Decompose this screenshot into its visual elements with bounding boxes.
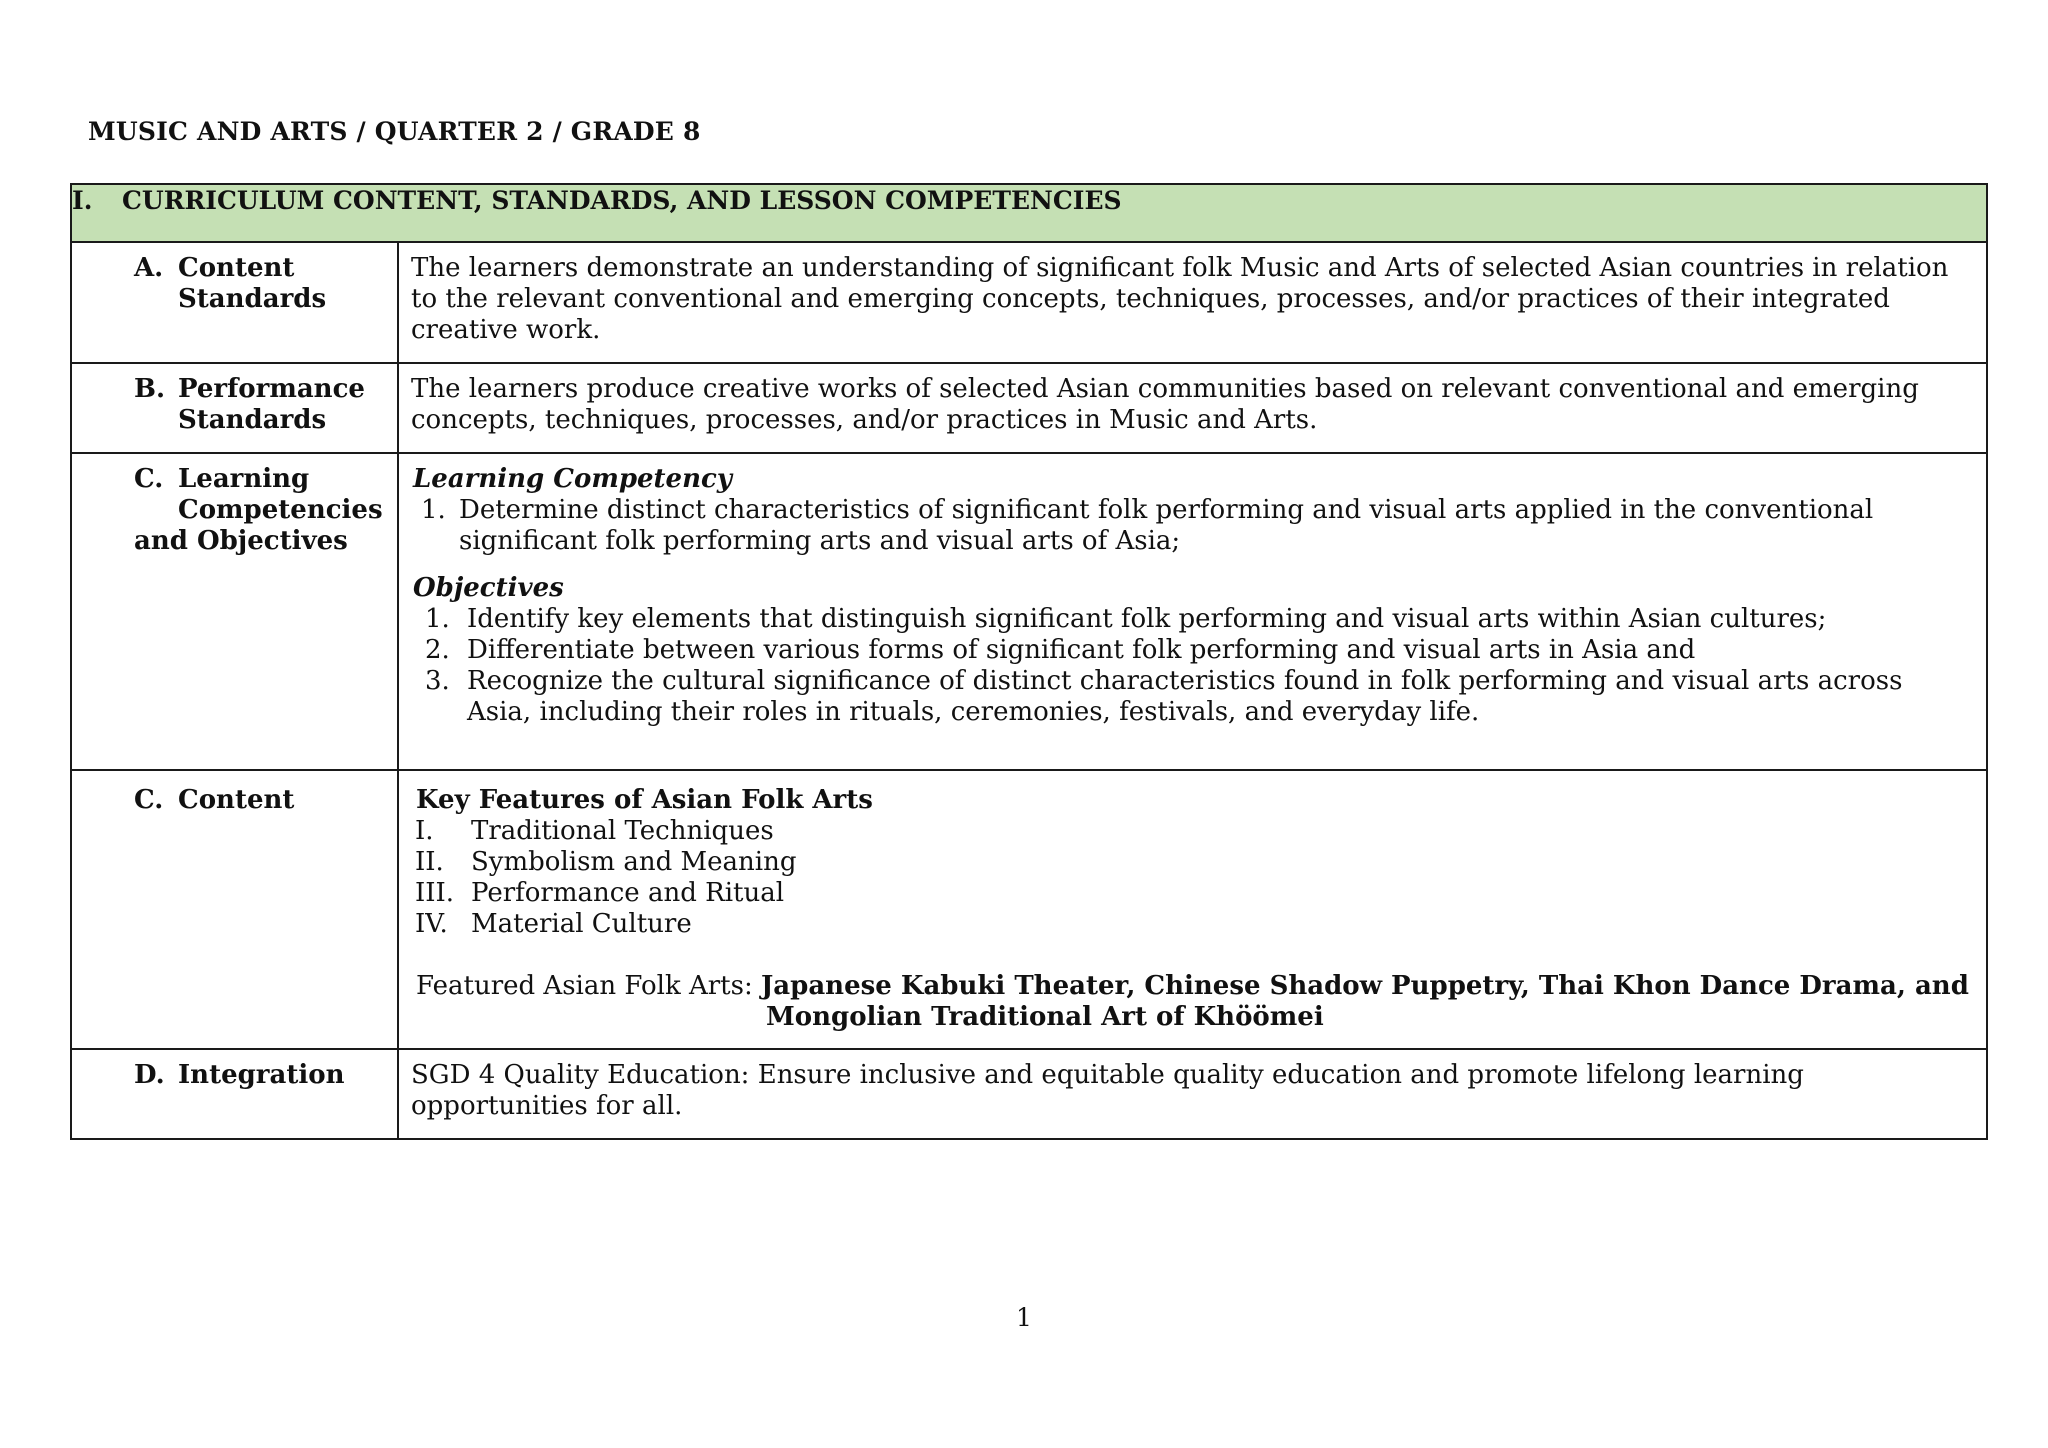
integration-text: SGD 4 Quality Education: Ensure inclusive and equitable quality education and promote lifelong learning opportunities for all. bbox=[398, 1049, 1987, 1139]
section-header bbox=[71, 184, 1987, 242]
performance-standards-text: The learners produce creative works of selected Asian communities based on relevant conventional and emerging concepts, techniques, processes, and/or practices in Music and Arts. bbox=[398, 363, 1987, 453]
content-label bbox=[71, 770, 398, 1049]
list-text: Recognize the cultural significance of distinct characteristics found in folk performing and visual arts across Asia, including their roles in rituals, ceremonies, festivals, and everyday life. bbox=[467, 666, 1903, 727]
learning-competencies-content bbox=[398, 453, 1987, 770]
list-number: 2. bbox=[425, 635, 450, 665]
list-text: Identify key elements that distinguish significant folk performing and visual arts within Asian cultures; bbox=[467, 604, 1827, 634]
objectives-heading: Objectives bbox=[413, 573, 564, 603]
list-item bbox=[411, 847, 1972, 878]
section-header-row bbox=[71, 184, 1987, 242]
section-number: I. bbox=[72, 186, 93, 215]
list-item bbox=[411, 604, 1972, 635]
list-number: 1. bbox=[425, 604, 450, 634]
list-item bbox=[411, 878, 1972, 909]
list-text: Traditional Techniques bbox=[471, 816, 774, 846]
integration-row bbox=[71, 1049, 1987, 1139]
list-text: Determine distinct characteristics of significant folk performing and visual arts applied in the conventional significant folk performing arts and visual arts of Asia; bbox=[459, 495, 1874, 556]
featured-arts bbox=[411, 971, 1972, 1002]
label-line: Competencies bbox=[178, 495, 383, 525]
list-number: 3. bbox=[425, 666, 450, 696]
featured-list-continued: Mongolian Traditional Art of Khöömei bbox=[766, 1002, 1324, 1032]
list-number: I. bbox=[415, 816, 434, 846]
objectives-list bbox=[411, 604, 1972, 728]
row-letter: D. bbox=[134, 1060, 165, 1090]
label-line: Content bbox=[178, 253, 295, 283]
list-number: III. bbox=[415, 878, 455, 908]
featured-list: Japanese Kabuki Theater, Chinese Shadow Puppetry, Thai Khon Dance Drama, and bbox=[761, 971, 1969, 1001]
list-text: Material Culture bbox=[471, 909, 692, 939]
list-item bbox=[411, 666, 1972, 728]
curriculum-table bbox=[70, 183, 1988, 1140]
list-item bbox=[411, 816, 1972, 847]
document-title: MUSIC AND ARTS / QUARTER 2 / GRADE 8 bbox=[88, 117, 701, 146]
performance-standards-label bbox=[71, 363, 398, 453]
learning-competencies-row bbox=[71, 453, 1987, 770]
content-items-list bbox=[411, 816, 1972, 940]
row-letter: C. bbox=[134, 464, 164, 494]
list-number: 1. bbox=[421, 495, 446, 525]
list-item bbox=[411, 635, 1972, 666]
row-letter: B. bbox=[134, 374, 166, 404]
list-text: Performance and Ritual bbox=[471, 878, 785, 908]
label-line: Standards bbox=[178, 405, 327, 435]
content-title: Key Features of Asian Folk Arts bbox=[416, 785, 873, 815]
content-body bbox=[398, 770, 1987, 1049]
label-line: and Objectives bbox=[134, 526, 348, 556]
label-line: Learning bbox=[178, 464, 310, 494]
list-number: IV. bbox=[415, 909, 448, 939]
content-row bbox=[71, 770, 1987, 1049]
content-standards-label bbox=[71, 242, 398, 363]
row-letter: C. bbox=[134, 785, 164, 815]
learning-competencies-label bbox=[71, 453, 398, 770]
label-line: Performance bbox=[178, 374, 365, 404]
featured-prefix: Featured Asian Folk Arts: bbox=[416, 971, 761, 1001]
content-standards-row bbox=[71, 242, 1987, 363]
section-title: CURRICULUM CONTENT, STANDARDS, AND LESSON COMPETENCIES bbox=[122, 186, 1122, 215]
page-number: 1 bbox=[1016, 1303, 1032, 1332]
competency-list bbox=[411, 495, 1972, 557]
label-line: Standards bbox=[178, 284, 327, 314]
competency-heading: Learning Competency bbox=[413, 464, 732, 494]
list-item bbox=[411, 495, 1972, 557]
list-number: II. bbox=[415, 847, 444, 877]
label-line: Content bbox=[178, 785, 295, 815]
list-text: Differentiate between various forms of significant folk performing and visual arts in Asia and bbox=[467, 635, 1696, 665]
row-letter: A. bbox=[134, 253, 164, 283]
integration-label bbox=[71, 1049, 398, 1139]
content-standards-text: The learners demonstrate an understanding of significant folk Music and Arts of selected Asian countries in relation to the relevant conventional and emerging concepts, techniques, processes, and/or practices of their integrated creative work. bbox=[398, 242, 1987, 363]
label-line: Integration bbox=[178, 1060, 345, 1090]
list-text: Symbolism and Meaning bbox=[471, 847, 797, 877]
performance-standards-row bbox=[71, 363, 1987, 453]
list-item bbox=[411, 909, 1972, 940]
